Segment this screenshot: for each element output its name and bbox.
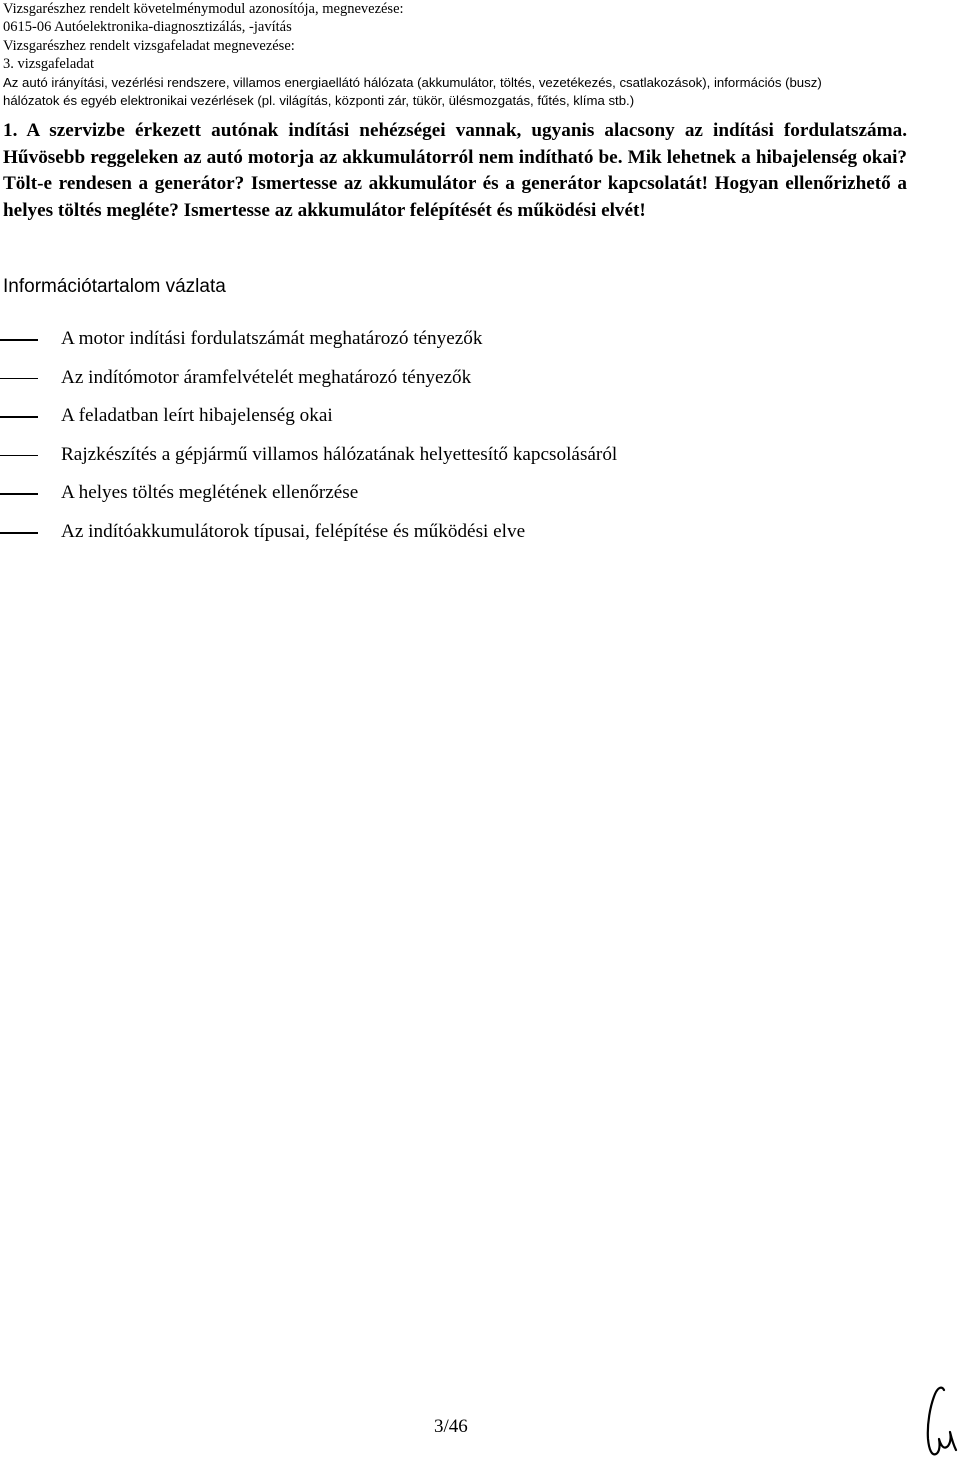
document-header <box>3 0 953 110</box>
header-line-module-label: Vizsgarészhez rendelt követelménymodul azonosítója, megnevezése: <box>3 1 404 17</box>
list-item <box>0 402 940 441</box>
header-line-task-label: Vizsgarészhez rendelt vizsgafeladat megnevezése: <box>3 37 295 54</box>
list-item-text: Az indítóakkumulátorok típusai, felépítése és működési elve <box>61 520 526 542</box>
dash-bullet-icon <box>0 532 38 534</box>
dash-bullet-icon <box>0 339 38 341</box>
dash-bullet-icon <box>0 416 38 418</box>
page-number: 3/46 <box>434 1416 468 1437</box>
outline-list <box>0 325 940 557</box>
header-line-module-name: 0615-06 Autóelektronika-diagnosztizálás, -javítás <box>3 19 292 36</box>
list-item <box>0 479 940 518</box>
outline-title: Információtartalom vázlata <box>3 276 226 297</box>
dash-bullet-icon <box>0 493 38 495</box>
list-item <box>0 441 940 480</box>
header-line-task-number: 3. vizsgafeladat <box>3 56 94 73</box>
list-item <box>0 364 940 403</box>
dash-bullet-icon <box>0 455 38 457</box>
header-line-task-topic-1: Az autó irányítási, vezérlési rendszere, villamos energiaellátó hálózata (akkumulátor, töltés, vezetékezés, csatlakozások), információs (busz) <box>3 74 822 90</box>
list-item-text: A feladatban leírt hibajelenség okai <box>61 405 333 427</box>
header-line-task-topic-2: hálózatok és egyéb elektronikai vezérlések (pl. világítás, központi zár, tükör, ülésmozgatás, fűtés, klíma stb.) <box>3 93 635 109</box>
dash-bullet-icon <box>0 378 38 380</box>
list-item <box>0 325 940 364</box>
list-item-text: Rajzkészítés a gépjármű villamos hálózatának helyettesítő kapcsolásáról <box>61 443 618 465</box>
list-item-text: A helyes töltés meglétének ellenőrzése <box>61 482 359 504</box>
list-item <box>0 518 940 557</box>
list-item-text: Az indítómotor áramfelvételét meghatározó tényezők <box>61 366 472 388</box>
task-question: 1. A szervizbe érkezett autónak indítási nehézségei vannak, ugyanis alacsony az indítási fordulatszáma. Hűvösebb reggeleken az autó motorja az akkumulátorról nem indítható be. Mik lehetnek a hibajelenség okai? Tölt-e rendesen a generátor? Ismertesse az akkumulátor és a generátor kapcsolatát! Hogyan ellenőrizhető a helyes töltés megléte? Ismertesse az akkumulátor felépítését és működési elvét! <box>3 120 907 221</box>
list-item-text: A motor indítási fordulatszámát meghatározó tényezők <box>61 328 483 349</box>
handwritten-signature-icon <box>918 1384 958 1460</box>
